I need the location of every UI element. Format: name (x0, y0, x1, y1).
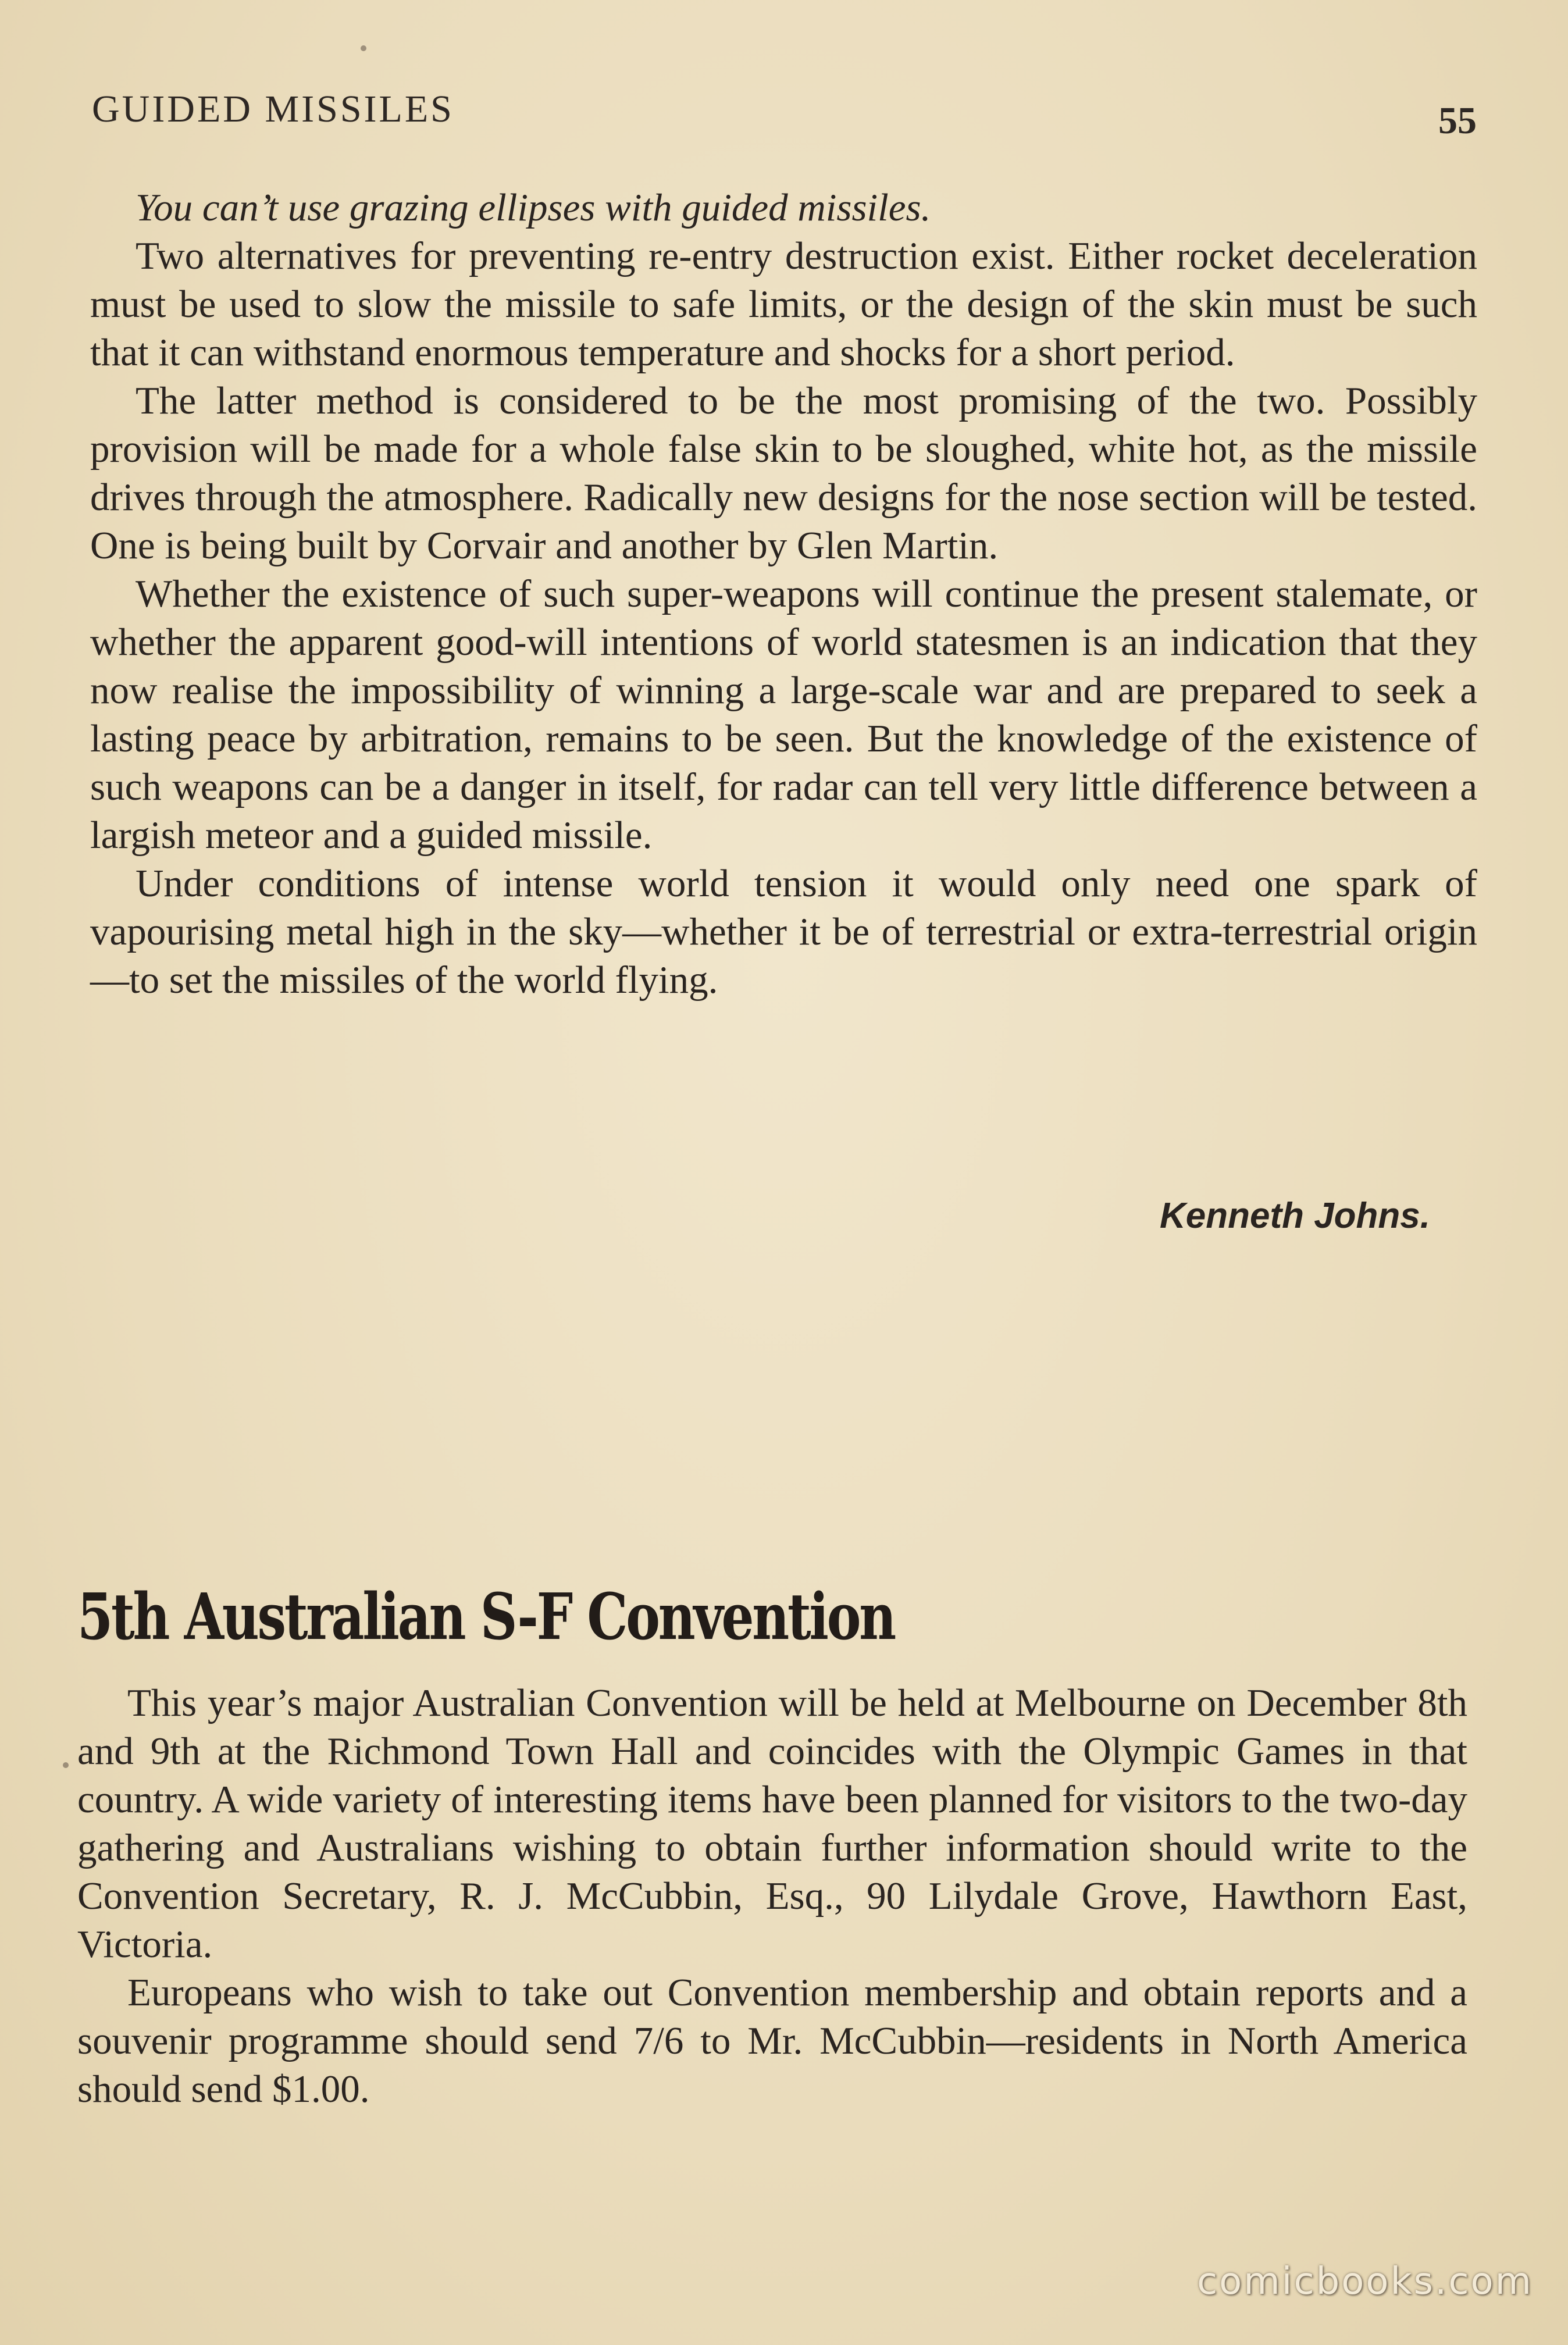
article-guided-missiles (90, 184, 1477, 1004)
running-head: GUIDED MISSILES (92, 88, 454, 130)
page-number: 55 (1438, 99, 1477, 142)
paragraph: The latter method is considered to be the most promising of the two. Possibly provision will be made for a whole false skin to be sloughed, white hot, as the missile drives through the atmosphere. Radically new designs for the nose section will be tested. One is being built by Corvair and another by Glen Martin. (90, 379, 1477, 567)
paper-speck (361, 45, 366, 51)
italic-lead-sentence: You can’t use grazing ellipses with guided missiles. (136, 186, 931, 229)
paragraph: Under conditions of intense world tension it would only need one spark of vapourising metal high in the sky—whether it be of terrestrial or extra-terrestrial origin—to set the missiles of the world flying. (90, 862, 1477, 1002)
byline: Kenneth Johns. (1159, 1196, 1430, 1236)
watermark: comicbooks.com (1196, 2260, 1533, 2303)
paragraph: Whether the existence of such super-weapons will continue the present stalemate, or whether the apparent good-will intentions of world statesmen is an indication that they now realise the impossibility of winning a large-scale war and are prepared to seek a lasting peace by arbitration, remains to be seen. But the knowledge of the existence of such weapons can be a danger in itself, for radar can tell very little difference between a largish meteor and a guided missile. (90, 572, 1477, 857)
section-heading: 5th Australian S-F Convention (77, 1579, 895, 1654)
article-convention (77, 1679, 1467, 2114)
paragraph: Europeans who wish to take out Convention membership and obtain reports and a souvenir programme should send 7/6 to Mr. McCubbin—residents in North America should send $1.00. (77, 1971, 1467, 2111)
paragraph: Two alternatives for preventing re-entry destruction exist. Either rocket deceleration must be used to slow the missile to safe limits, or the design of the skin must be such that it can withstand enormous temperature and shocks for a short period. (90, 234, 1477, 374)
paragraph: This year’s major Australian Convention will be held at Melbourne on December 8th and 9th at the Richmond Town Hall and coincides with the Olympic Games in that country. A wide variety of interesting items have been planned for visitors to the two-day gathering and Australians wishing to obtain further information should write to the Convention Secretary, R. J. McCubbin, Esq., 90 Lilydale Grove, Hawthorn East, Victoria. (77, 1681, 1467, 1966)
paper-speck (63, 1762, 69, 1768)
